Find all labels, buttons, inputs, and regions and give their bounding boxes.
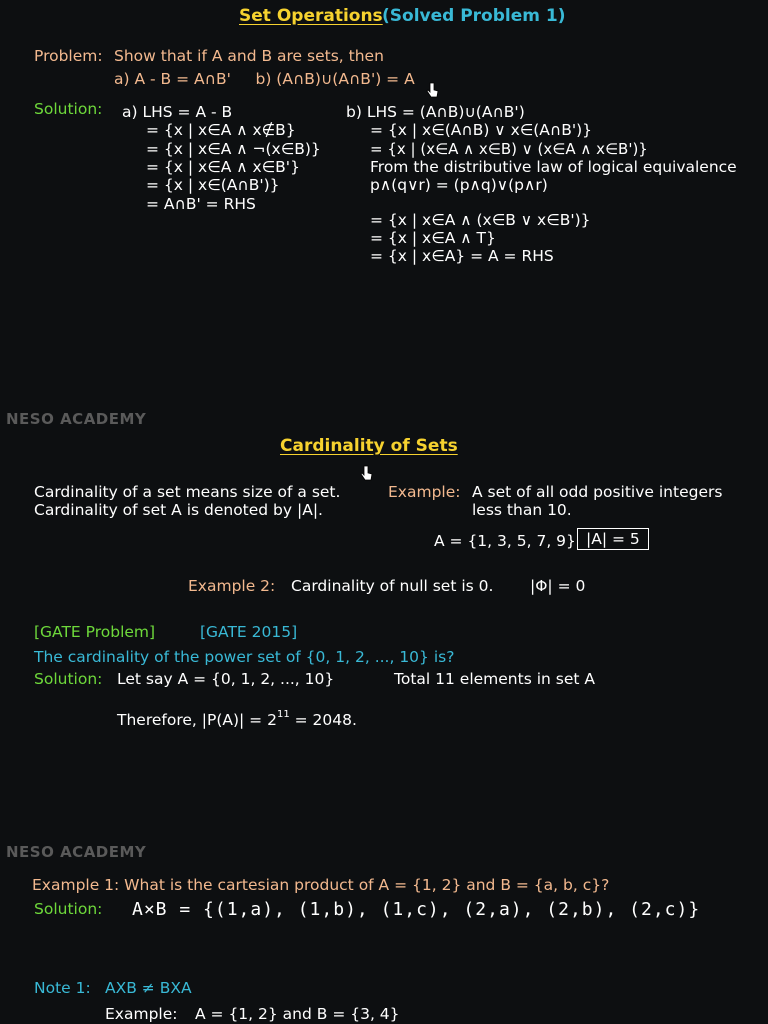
part-b-line-0: b) LHS = (A∩B)∪(A∩B') [346, 103, 525, 121]
therefore-exponent: 11 [276, 709, 290, 720]
solution-label-3: Solution: [34, 900, 103, 918]
section1-title-suffix: (Solved Problem 1) [382, 6, 566, 26]
example-line-2: less than 10. [472, 501, 572, 519]
watermark-1: NESO ACADEMY [6, 410, 147, 428]
part-a-line-5: = A∩B' = RHS [146, 195, 256, 213]
solution-text-2: Let say A = {0, 1, 2, ..., 10} [117, 670, 335, 688]
example2-value: |Φ| = 0 [530, 577, 586, 595]
note-text: AXB ≠ BXA [105, 979, 192, 997]
therefore-pre: Therefore, |P(A)| = 2 [117, 711, 277, 730]
note-example-label: Example: [105, 1005, 178, 1023]
gate-problem-label: [GATE Problem] [34, 623, 156, 641]
example2-text: Cardinality of null set is 0. [291, 577, 494, 595]
part-b2-line-0: = {x | x∈A ∧ (x∈B ∨ x∈B')} [370, 211, 591, 229]
part-a-line-4: = {x | x∈(A∩B')} [146, 176, 280, 194]
solution-label-1: Solution: [34, 100, 103, 118]
problem-parts: a) A - B = A∩B' b) (A∩B)∪(A∩B') = A [114, 70, 415, 88]
example-line-1: A set of all odd positive integers [472, 483, 723, 501]
example1-text: Example 1: What is the cartesian product of A = {1, 2} and B = {a, b, c}? [32, 876, 610, 894]
gate-question: The cardinality of the power set of {0, 1, 2, ..., 10} is? [34, 648, 455, 666]
part-a-line-0: a) LHS = A - B [122, 103, 233, 121]
note-example-text: A = {1, 2} and B = {3, 4} [195, 1005, 400, 1023]
part-a-line-1: = {x | x∈A ∧ x∉B} [146, 121, 296, 139]
example-label: Example: [388, 483, 461, 501]
part-b-line-1: = {x | x∈(A∩B) ∨ x∈(A∩B')} [370, 121, 593, 139]
part-b-line-2: = {x | (x∈A ∧ x∈B) ∨ (x∈A ∧ x∈B')} [370, 140, 648, 158]
solution-total: Total 11 elements in set A [394, 670, 595, 688]
example-cardinality-box: |A| = 5 [577, 528, 649, 550]
handwritten-solution: A×B = {(1,a), (1,b), (1,c), (2,a), (2,b), (2,c)} [132, 899, 701, 920]
example2-label: Example 2: [188, 577, 276, 595]
cursor-pointer-icon [360, 465, 374, 483]
part-a-line-3: = {x | x∈A ∧ x∈B'} [146, 158, 300, 176]
cursor-pointer-icon [426, 82, 440, 100]
part-b2-line-2: = {x | x∈A} = A = RHS [370, 247, 554, 265]
cardinality-def-2: Cardinality of set A is denoted by |A|. [34, 501, 323, 519]
therefore-post: = 2048. [289, 711, 357, 730]
gate-year-label: [GATE 2015] [200, 623, 298, 641]
part-b2-line-1: = {x | x∈A ∧ T} [370, 229, 496, 247]
solution-label-2: Solution: [34, 670, 103, 688]
cardinality-def-1: Cardinality of a set means size of a set. [34, 483, 341, 501]
note-label: Note 1: [34, 979, 91, 997]
section2-title: Cardinality of Sets [280, 436, 458, 456]
watermark-2: NESO ACADEMY [6, 843, 147, 861]
section1-title: Set Operations [239, 6, 383, 26]
part-b-line-3: From the distributive law of logical equivalence [370, 158, 737, 176]
problem-text: Show that if A and B are sets, then [114, 47, 384, 65]
problem-label: Problem: [34, 47, 103, 65]
part-a-line-2: = {x | x∈A ∧ ¬(x∈B)} [146, 140, 321, 158]
example-set: A = {1, 3, 5, 7, 9} [434, 532, 576, 550]
therefore-line [117, 708, 357, 729]
part-b-line-4: p∧(q∨r) = (p∧q)∨(p∧r) [370, 176, 548, 194]
